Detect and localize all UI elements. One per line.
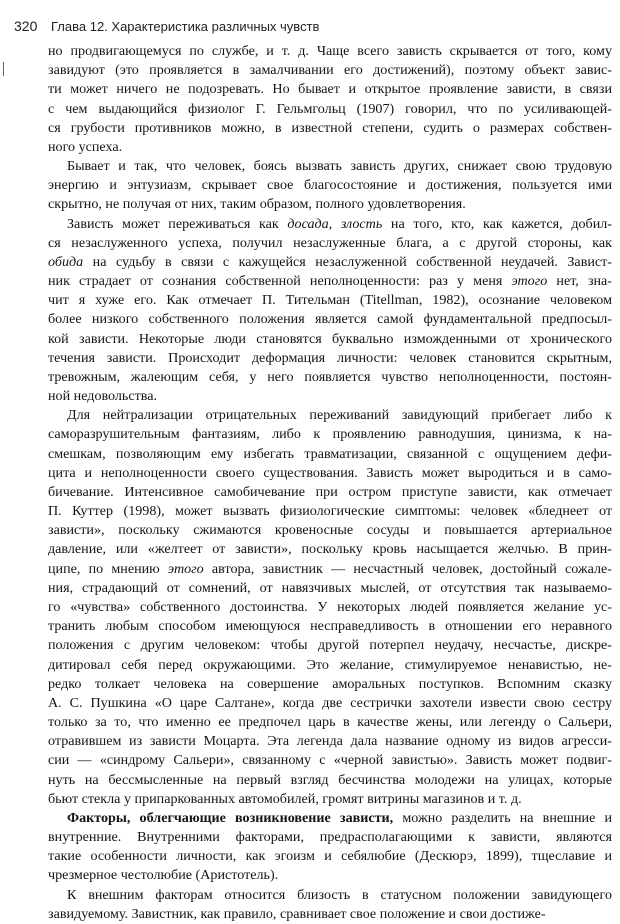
text-line: кой зависти. Некоторые люди становятся буквально изможденными от хронического xyxy=(48,330,612,347)
text-line: завидуемому. Завистник, как правило, сравнивает свое положение и свои достиже- xyxy=(48,905,546,922)
text-line: транить любым способом имеющуюся несправедливость в отношении его неравного xyxy=(48,618,612,635)
text-line: более низкого собственного положения является самой фундаментальной предпосыл- xyxy=(48,311,612,328)
text-line: с чем выдающийся физиолог Г. Гельмгольц (1907) говорил, что по усиливающей- xyxy=(48,100,612,117)
text-line: ной недовольства. xyxy=(48,388,158,405)
text-line: К внешним факторам относится близость в статусном положении завидующего xyxy=(67,886,612,903)
text-line: дитировал себя перед окружающими. Это желание, стимулируемое ненавистью, не- xyxy=(48,656,612,673)
text-line: такие особенности личности, как эгоизм и себялюбие (Дескюрэ, 1899), тщеславие и xyxy=(48,848,612,865)
margin-mark xyxy=(3,62,4,76)
running-header xyxy=(14,18,319,34)
text-line: ся незаслуженного успеха, получил незаслуженные блага, а с другой стороны, как xyxy=(48,234,612,251)
text-line: обида на судьбу в связи с кажущейся незаслуженной собственной неудачей. Завист- xyxy=(48,253,612,270)
bold-lead: Факторы, облегчающие возникновение зависти, xyxy=(67,809,394,826)
text-line: чрезмерное честолюбие (Аристотель). xyxy=(48,867,279,884)
text-line: цита и неполноценности своего существования. Зависть может выродиться и в само- xyxy=(48,464,612,481)
text-line: Для нейтрализации отрицательных переживаний завидующий прибегает либо к xyxy=(67,407,612,424)
text-line: давление, или «желтеет от зависти», поскольку кровь насыщается желчью. В прин- xyxy=(48,541,612,558)
text-line: смешкам, позволяющим ему избегать травматизации, связанной с ощущением дефи- xyxy=(48,445,612,462)
text-line: Бывает и так, что человек, боясь вызвать зависть других, снижает свою трудовую xyxy=(67,158,612,175)
text-line: го «чувства» собственного достоинства. У некоторых людей появляется желание ус- xyxy=(48,598,612,615)
text-line: отравившем из зависти Моцарта. Эта легенда дала название одному из видов агресси- xyxy=(48,733,612,750)
italic-term: досада, злость xyxy=(287,215,383,232)
page-number: 320 xyxy=(14,18,38,34)
paragraph xyxy=(48,406,612,809)
text-line: бичевание. Интенсивное самобичевание при остром приступе зависти, как отмечает xyxy=(48,483,612,500)
chapter-title: Глава 12. Характеристика различных чувств xyxy=(50,19,320,34)
paragraph xyxy=(48,215,612,407)
text-line: саморазрушительным фантазиям, либо к проявлению равнодушия, цинизма, к на- xyxy=(48,426,612,443)
text-line: бьют стекла у припаркованных автомобилей, громят витрины магазинов и т. д. xyxy=(48,790,522,807)
text-line: П. Куттер (1998), может вызвать физиологические симптомы: человек «бледнеет от xyxy=(48,503,612,520)
paragraph xyxy=(48,157,612,215)
italic-term: этого xyxy=(167,560,204,577)
text-line: энергию и энтузиазм, скрывает свое благосостояние и достижения, пользуется ими xyxy=(48,177,612,194)
text-line: зависти», поскольку сжимаются кровеносные сосуды и повышается артериальное xyxy=(48,522,612,539)
paragraph xyxy=(48,886,612,924)
text-line: ник страдает от сознания собственной неполноценности: раз у меня этого нет, зна- xyxy=(48,273,612,290)
text-line: тревожным, жалеющим себя, у него появляется чувство неполноценности, постоян- xyxy=(48,368,612,385)
text-line: А. С. Пушкина «О царе Салтане», когда две сестрички захотели извести свою сестру xyxy=(48,694,612,711)
text-line: завидуют (это проявляется в замалчивании его достижений), поэтому объект завис- xyxy=(48,62,612,79)
paragraph xyxy=(48,42,612,157)
text-line: ния, страдающий от сомнений, от навязчивых мыслей, от отсутствия так называемо- xyxy=(48,579,612,596)
italic-term: обида xyxy=(48,253,84,270)
text-line: чит я хуже его. Как отмечает П. Тительман (Titellman, 1982), осознание человеком xyxy=(48,292,612,309)
text-line: Факторы, облегчающие возникновение зависти, можно разделить на внешние и xyxy=(67,809,612,826)
text-line: но продвигающемуся по службе, и т. д. Чаще всего зависть скрывается от того, кому xyxy=(48,43,612,59)
body-text xyxy=(48,42,612,924)
text-line: ного успеха. xyxy=(48,138,123,155)
text-line: течения зависти. Происходит деформация личности: человек становится скрытным, xyxy=(48,349,612,366)
text-line: Зависть может переживаться как досада, злость на того, кто, как кажется, добил- xyxy=(67,215,612,232)
text-line: сии — «синдрому Сальери», связанному с «черной завистью». Зависть может подвиг- xyxy=(48,752,612,769)
text-line: ти может ничего не подозревать. Но бывает и открытое проявление зависти, в связи xyxy=(48,81,612,98)
text-line: положения с другим человеком: чтобы другой потерпел неудачу, несчастье, дискре- xyxy=(48,637,612,654)
text-line: внутренние. Внутренними факторами, предрасполагающими к зависти, являются xyxy=(48,829,612,846)
text-line: скрытно, не получая от них, таким образом, полного удовлетворения. xyxy=(48,196,466,213)
text-line: только за то, что именно ее предпочел царь в качестве жены, или легенду о Сальери, xyxy=(48,714,612,731)
italic-term: этого xyxy=(511,273,548,290)
text-line: ципе, по мнению этого автора, завистник — несчастный человек, достойный сожале- xyxy=(48,560,613,577)
text-line: редко толкает человека на совершение аморальных поступков. Вспомним сказку xyxy=(48,675,612,692)
text-line: ся грубости противников можно, в известной степени, судить о размерах собствен- xyxy=(48,119,612,136)
paragraph xyxy=(48,809,612,886)
text-line: нуть на бессмысленные на первый взгляд бесчинства молодежи на улицах, которые xyxy=(48,771,612,788)
